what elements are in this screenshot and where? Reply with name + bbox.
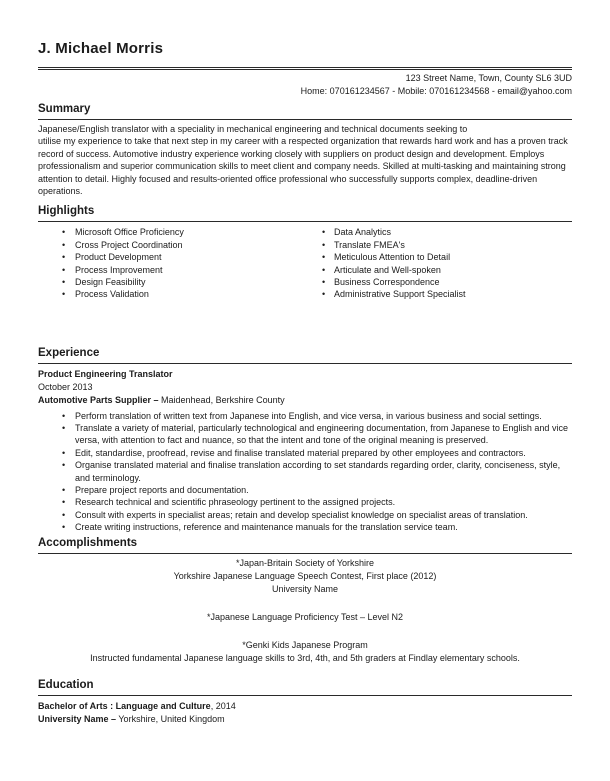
list-item — [38, 239, 284, 251]
list-item-text: Microsoft Office Proficiency — [75, 227, 184, 238]
list-item — [284, 239, 572, 251]
section-heading-experience: Experience — [38, 346, 572, 364]
list-item — [284, 226, 572, 238]
list-item — [284, 288, 572, 300]
list-item-text: Edit, standardise, proofread, revise and finalise translated material prepared by other employees and contractors. — [75, 447, 526, 458]
highlights-list-left — [38, 226, 284, 300]
accomplishment-line — [38, 624, 572, 639]
bullet-icon: • — [62, 423, 66, 433]
list-item — [38, 509, 572, 521]
experience-job-title: Product Engineering Translator — [38, 368, 173, 379]
list-item — [38, 276, 284, 288]
bullet-icon: • — [322, 227, 326, 238]
list-item-text: Business Correspondence — [334, 277, 440, 288]
highlights-columns — [38, 226, 572, 300]
contact-phones-email: Home: 070161234567 - Mobile: 070161234568 - email@yahoo.com — [300, 85, 572, 96]
list-item — [38, 496, 572, 508]
list-item-text: Articulate and Well-spoken — [334, 264, 441, 275]
section-heading-highlights: Highlights — [38, 204, 572, 222]
education-line-rest: , 2014 — [210, 700, 236, 711]
list-item — [38, 521, 572, 533]
list-item — [38, 288, 284, 300]
accomplishments-block — [38, 557, 572, 665]
accomplishment-line: *Japanese Language Proficiency Test – Level N2 — [207, 611, 403, 622]
highlights-list-right — [284, 226, 572, 300]
list-item — [284, 251, 572, 263]
summary-line: utilise my experience to take that next step in my career with a respected organization that rewards hard work and has a proven track record of success. Automotive industry experience working closely with suppliers on product design and development. Employs professionalism and superior communication skills to meet client and company needs. Skilled at multi-tasking and maintaining strong attention to detail. Highly focused and results-oriented office professional who successfully supports complex, deadline-driven operations. — [38, 136, 568, 197]
contact-address: 123 Street Name, Town, County SL6 3UD — [405, 73, 572, 83]
list-item — [38, 447, 572, 459]
list-item-text: Research technical and scientific phraseology pertinent to the assigned projects. — [75, 497, 396, 508]
list-item — [284, 276, 572, 288]
bullet-icon: • — [62, 289, 66, 300]
education-block — [38, 700, 572, 726]
accomplishment-line: Yorkshire Japanese Language Speech Contest, First place (2012) — [173, 570, 437, 581]
bullet-icon: • — [62, 227, 66, 238]
name-divider — [38, 67, 572, 70]
experience-employer-line — [38, 394, 572, 407]
bullet-icon: • — [62, 460, 66, 471]
experience-location: Maidenhead, Berkshire County — [158, 394, 285, 405]
bullet-icon: • — [322, 289, 326, 300]
list-item-text: Translate a variety of material, particularly technological and engineering documentation, from Japanese to English and vice versa, with attention to fact and nuance, so that the intent and tone of the original meaning is preserved. — [75, 423, 568, 446]
bullet-icon: • — [322, 252, 326, 263]
list-item-text: Create writing instructions, reference and maintenance manuals for the translation service team. — [75, 522, 458, 533]
education-line-bold: University Name – — [38, 713, 117, 724]
experience-bullet-list — [38, 410, 572, 534]
contact-block — [38, 72, 572, 97]
bullet-icon: • — [62, 522, 66, 533]
bullet-icon: • — [62, 264, 66, 275]
list-item-text: Process Validation — [75, 289, 149, 300]
section-heading-education: Education — [38, 678, 572, 696]
list-item-text: Design Feasibility — [75, 277, 146, 288]
list-item-text: Data Analytics — [334, 227, 392, 238]
bullet-icon: • — [62, 239, 66, 250]
list-item-text: Perform translation of written text from Japanese into English, and vice versa, in various business and social settings. — [75, 410, 542, 421]
bullet-icon: • — [322, 239, 326, 250]
summary-line: Japanese/English translator with a speciality in mechanical engineering and technical documents seeking to — [38, 124, 468, 134]
bullet-icon: • — [322, 277, 326, 288]
experience-employer: Automotive Parts Supplier – — [38, 394, 159, 405]
bullet-icon: • — [322, 264, 326, 275]
list-item-text: Prepare project reports and documentation. — [75, 485, 249, 496]
list-item-text: Product Development — [75, 252, 162, 263]
list-item-text: Consult with experts in specialist areas; retain and develop specialist knowledge on specialist areas of translation. — [75, 509, 528, 520]
bullet-icon: • — [62, 447, 66, 458]
section-heading-accomplishments: Accomplishments — [38, 536, 572, 554]
bullet-icon: • — [62, 410, 66, 421]
list-item-text: Process Improvement — [75, 264, 163, 275]
experience-entry — [38, 368, 572, 407]
bullet-icon: • — [62, 497, 66, 508]
bullet-icon: • — [62, 509, 66, 520]
list-item — [38, 484, 572, 496]
accomplishment-line — [38, 596, 572, 611]
list-item — [38, 226, 284, 238]
list-item-text: Meticulous Attention to Detail — [334, 252, 451, 263]
page-title: J. Michael Morris — [38, 40, 164, 57]
list-item — [38, 459, 572, 484]
bullet-icon: • — [62, 277, 66, 288]
experience-date: October 2013 — [38, 381, 93, 392]
list-item — [284, 264, 572, 276]
accomplishment-line: *Japan-Britain Society of Yorkshire — [235, 557, 375, 568]
list-item-text: Administrative Support Specialist — [334, 289, 466, 300]
list-item — [38, 410, 572, 422]
accomplishment-line: Instructed fundamental Japanese language skills to 3rd, 4th, and 5th graders at Findlay elementary schools. — [90, 652, 520, 663]
summary-text — [38, 123, 572, 197]
bullet-icon: • — [62, 252, 66, 263]
education-line-rest: Yorkshire, United Kingdom — [116, 713, 225, 724]
list-item — [38, 422, 572, 447]
list-item-text: Cross Project Coordination — [75, 239, 183, 250]
list-item — [38, 264, 284, 276]
accomplishment-line: University Name — [271, 583, 338, 594]
section-heading-summary: Summary — [38, 102, 572, 120]
bullet-icon: • — [62, 485, 66, 496]
accomplishment-line: *Genki Kids Japanese Program — [242, 639, 368, 650]
list-item — [38, 251, 284, 263]
education-line — [38, 713, 572, 726]
education-line-bold: Bachelor of Arts : Language and Culture — [38, 700, 211, 711]
list-item-text: Translate FMEA's — [334, 239, 405, 250]
list-item-text: Organise translated material and finalise translation according to set standards regarding order, clarity, conciseness, style, and terminology. — [75, 460, 561, 483]
education-line — [38, 700, 572, 713]
